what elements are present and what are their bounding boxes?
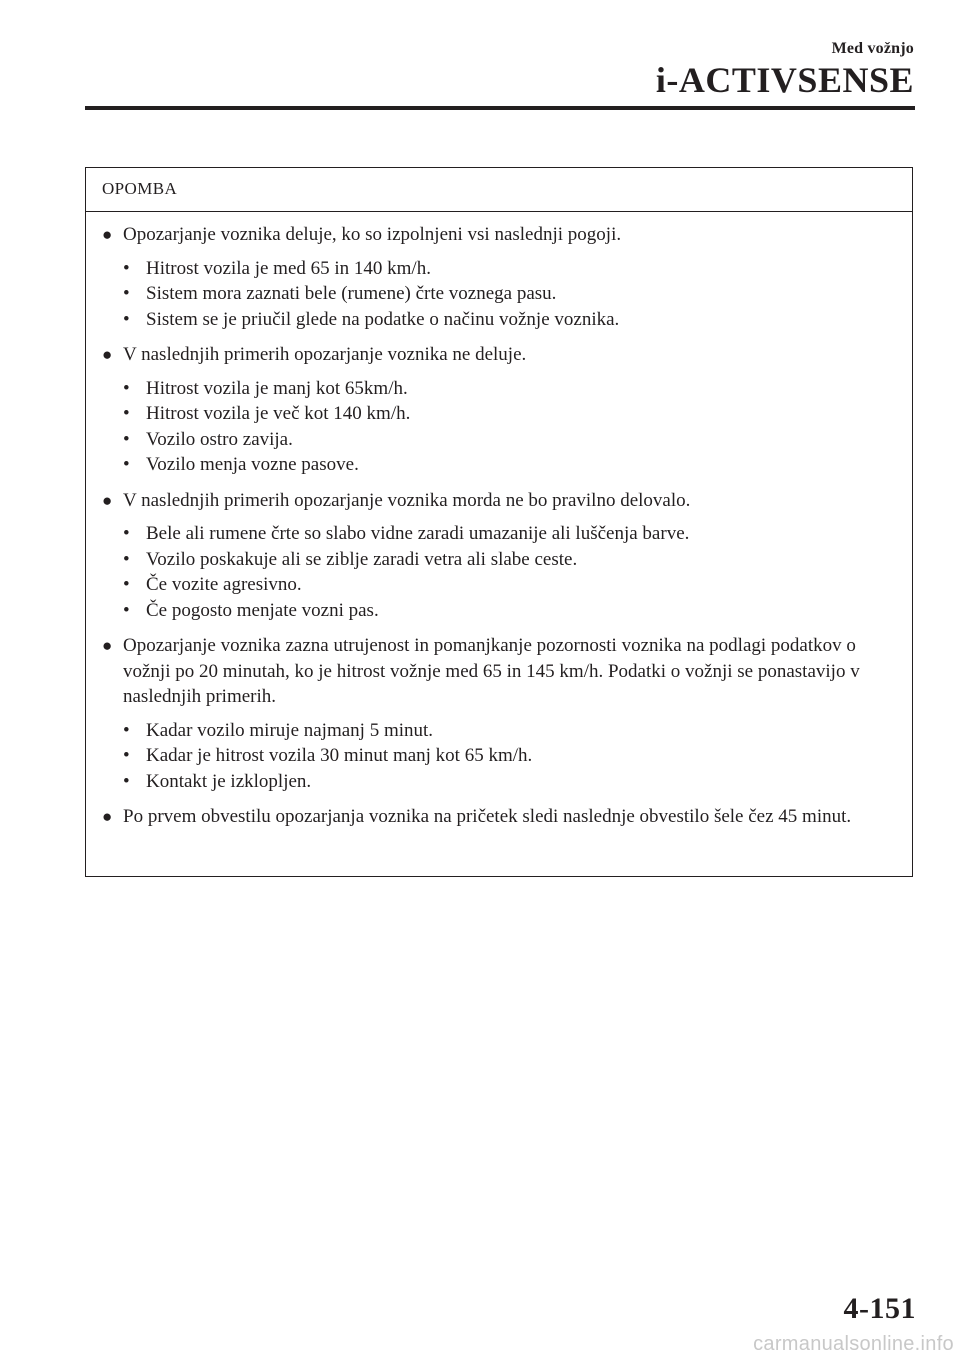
sub-list-item	[123, 307, 896, 333]
sub-list-item-text: Kadar vozilo miruje najmanj 5 minut.	[146, 719, 434, 741]
sub-list-item	[123, 769, 896, 795]
sub-bullet-icon: •	[123, 770, 130, 792]
sub-bullet-icon: •	[123, 283, 130, 304]
bullet-icon: ●	[102, 225, 113, 244]
sub-bullet-icon: •	[123, 745, 130, 766]
bullet-icon: ●	[102, 345, 113, 364]
note-item	[102, 488, 896, 514]
sub-bullet-icon: •	[123, 428, 130, 450]
sub-list-item	[123, 281, 896, 307]
sub-list-item-text: Vozilo ostro zavija.	[146, 428, 293, 450]
sub-bullet-icon: •	[123, 523, 130, 544]
sub-bullet-icon: •	[123, 548, 130, 570]
bullet-icon: ●	[102, 807, 113, 826]
sub-bullet-icon: •	[123, 308, 130, 330]
sub-list-item	[123, 452, 896, 478]
sub-list-item	[123, 718, 896, 744]
note-item-text: Opozarjanje voznika deluje, ko so izpolnjeni vsi naslednji pogoji.	[123, 224, 622, 245]
note-item-text: V naslednjih primerih opozarjanje voznika morda ne bo pravilno delovalo.	[123, 489, 691, 511]
note-item-text: Po prvem obvestilu opozarjanja voznika na pričetek sledi naslednje obvestilo šele čez 45 minut.	[123, 806, 852, 827]
sub-list	[123, 376, 896, 478]
sub-list-item-text: Hitrost vozila je med 65 in 140 km/h.	[146, 257, 431, 279]
page-number: 4-151	[843, 1292, 916, 1325]
note-item	[102, 342, 896, 368]
sub-list-item-text: Hitrost vozila je več kot 140 km/h.	[146, 403, 411, 424]
sub-bullet-icon: •	[123, 403, 130, 424]
note-body	[86, 212, 912, 830]
note-box	[85, 167, 913, 877]
sub-bullet-icon: •	[123, 257, 130, 279]
header-rule	[85, 106, 915, 110]
sub-list	[123, 521, 896, 623]
sub-list-item-text: Bele ali rumene črte so slabo vidne zaradi umazanije ali luščenja barve.	[146, 523, 690, 544]
sub-bullet-icon: •	[123, 599, 130, 621]
note-item	[102, 804, 896, 830]
sub-list-item	[123, 743, 896, 769]
sub-bullet-icon: •	[123, 377, 130, 399]
sub-bullet-icon: •	[123, 454, 130, 475]
sub-bullet-icon: •	[123, 719, 130, 741]
note-item-text: Opozarjanje voznika zazna utrujenost in pomanjkanje pozornosti voznika na podlagi podatkov o vožnji po 20 minutah, ko je hitrost vožnje med 65 in 145 km/h. Podatki o vožnji se ponastavijo v naslednjih primerih.	[123, 635, 860, 707]
sub-list-item	[123, 376, 896, 402]
sub-list-item-text: Če vozite agresivno.	[146, 574, 302, 595]
note-item	[102, 633, 896, 710]
section-label: Med vožnjo	[831, 40, 914, 57]
note-heading: OPOMBA	[86, 168, 912, 212]
sub-list-item	[123, 572, 896, 598]
sub-list-item	[123, 547, 896, 573]
sub-list	[123, 718, 896, 795]
sub-list-item	[123, 256, 896, 282]
page-title: i-ACTIVSENSE	[655, 60, 914, 100]
note-item	[102, 222, 896, 248]
note-item-text: V naslednjih primerih opozarjanje voznika ne deluje.	[123, 344, 527, 365]
sub-list-item-text: Če pogosto menjate vozni pas.	[146, 599, 379, 621]
sub-list-item	[123, 401, 896, 427]
bullet-icon: ●	[102, 490, 113, 510]
sub-list	[123, 256, 896, 333]
bullet-icon: ●	[102, 636, 113, 655]
sub-list-item	[123, 427, 896, 453]
sub-list-item-text: Kadar je hitrost vozila 30 minut manj kot 65 km/h.	[146, 745, 533, 766]
sub-bullet-icon: •	[123, 574, 130, 595]
sub-list-item-text: Hitrost vozila je manj kot 65km/h.	[146, 377, 408, 399]
sub-list-item	[123, 598, 896, 624]
watermark: carmanualsonline.info	[753, 1333, 954, 1355]
sub-list-item-text: Sistem se je priučil glede na podatke o načinu vožnje voznika.	[146, 308, 620, 330]
sub-list-item	[123, 521, 896, 547]
sub-list-item-text: Sistem mora zaznati bele (rumene) črte voznega pasu.	[146, 283, 557, 304]
sub-list-item-text: Vozilo menja vozne pasove.	[146, 454, 359, 475]
sub-list-item-text: Vozilo poskakuje ali se ziblje zaradi vetra ali slabe ceste.	[146, 548, 578, 570]
sub-list-item-text: Kontakt je izklopljen.	[146, 770, 312, 792]
